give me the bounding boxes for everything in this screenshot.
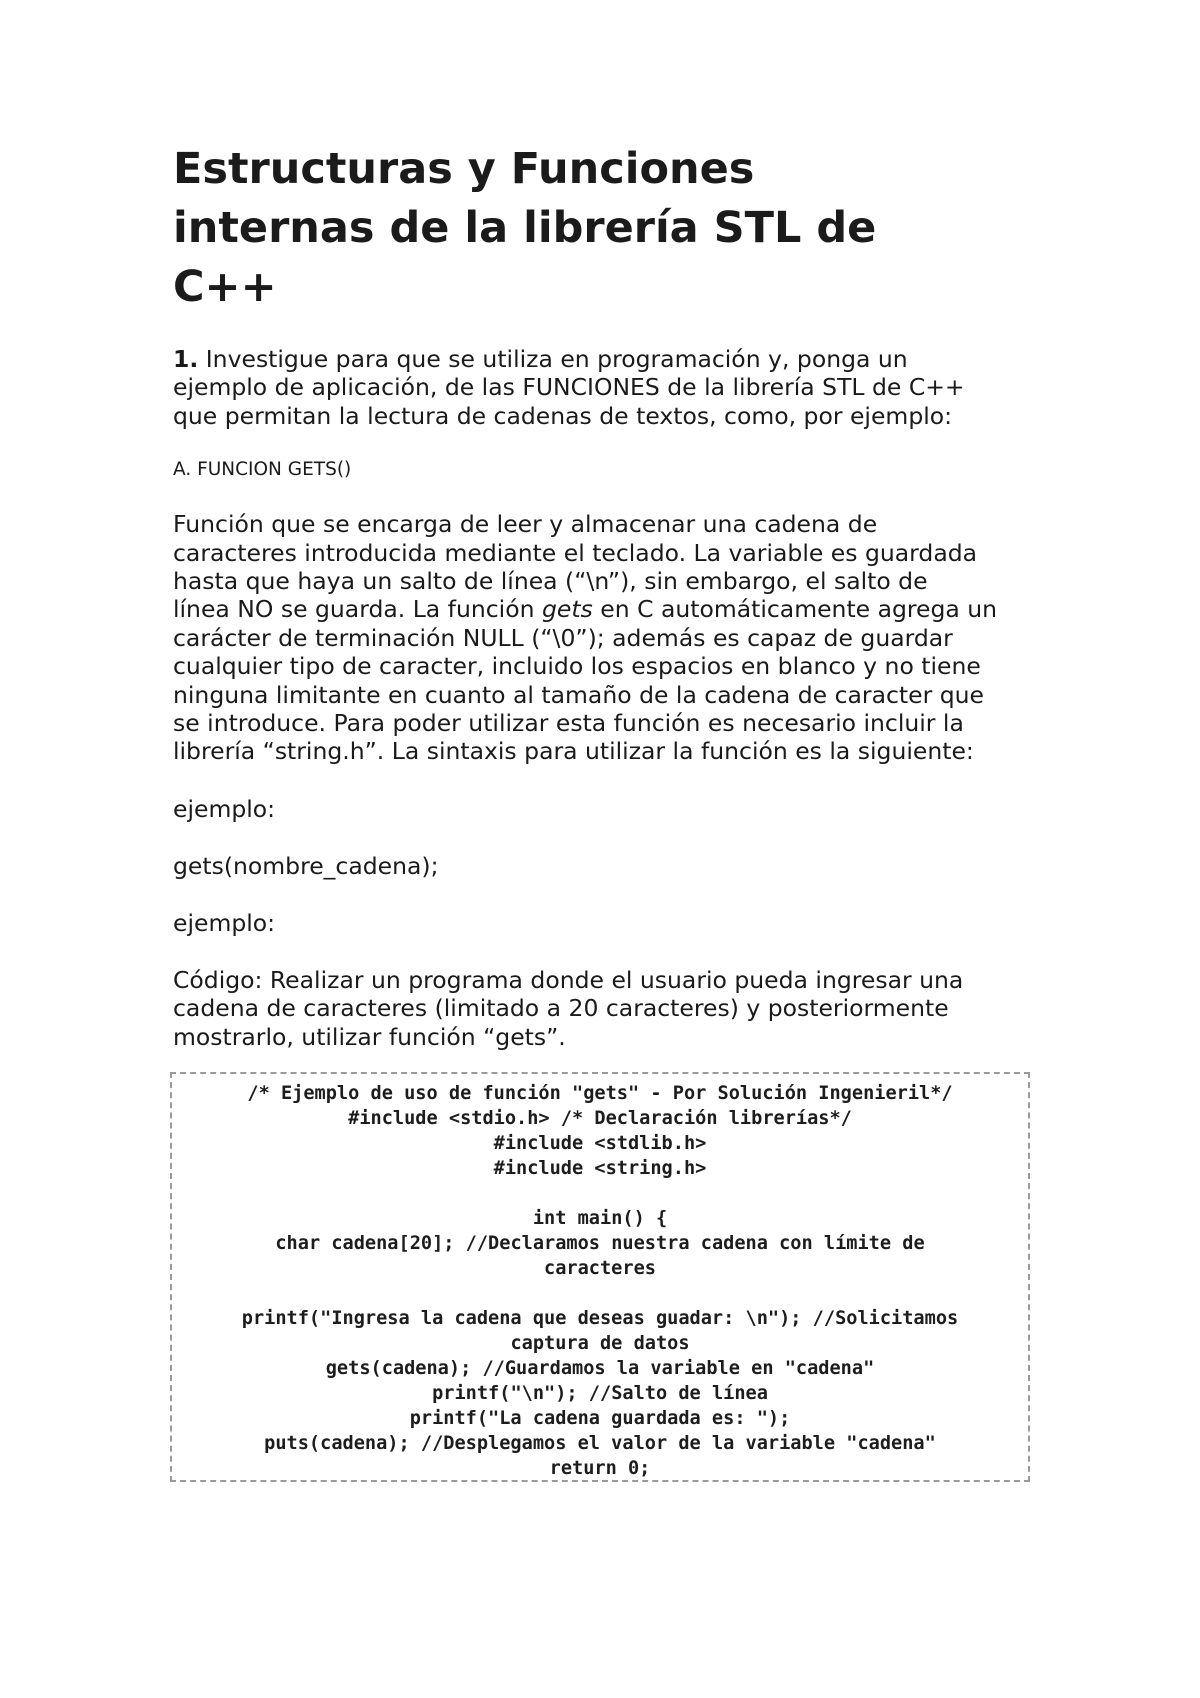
document-title xyxy=(173,140,1043,317)
function-name-italic: gets xyxy=(541,595,593,624)
document-page xyxy=(173,140,1043,1077)
code-line: printf("Ingresa la cadena que deseas guadar: \n"); //Solicitamos xyxy=(241,1308,959,1329)
code-line: caracteres xyxy=(544,1258,656,1279)
description-line: cualquier tipo de caracter, incluido los espacios en blanco y no tiene xyxy=(173,652,981,681)
title-line: Estructuras y Funciones xyxy=(173,144,755,194)
code-line: printf("\n"); //Salto de línea xyxy=(432,1383,768,1404)
code-line: return 0; xyxy=(549,1458,651,1479)
code-line: gets(cadena); //Guardamos la variable en "cadena" xyxy=(325,1358,875,1379)
description-paragraph xyxy=(173,510,1043,766)
description-line: librería “string.h”. La sintaxis para utilizar la función es la siguiente: xyxy=(173,737,974,766)
code-line: printf("La cadena guardada es: "); xyxy=(409,1408,791,1429)
code-line: #include <string.h> xyxy=(493,1158,707,1179)
question-line: ejemplo de aplicación, de las FUNCIONES de la librería STL de C++ xyxy=(173,373,965,402)
question-paragraph xyxy=(173,345,1043,430)
description-line: ninguna limitante en cuanto al tamaño de la cadena de caracter que xyxy=(173,680,984,709)
description-line: caracteres introducida mediante el teclado. La variable es guardada xyxy=(173,538,978,567)
codigo-line: cadena de caracteres (limitado a 20 caracteres) y posteriormente xyxy=(173,994,949,1023)
description-text: en C automáticamente agrega un xyxy=(592,595,998,624)
code-line: #include <stdio.h> /* Declaración librerías*/ xyxy=(348,1108,852,1129)
code-line: captura de datos xyxy=(510,1333,690,1354)
description-text: línea NO se guarda. La función xyxy=(173,595,542,624)
codigo-line: Código: Realizar un programa donde el usuario pueda ingresar una xyxy=(173,965,964,994)
code-line: char cadena[20]; //Declaramos nuestra cadena con límite de xyxy=(275,1233,925,1254)
description-line: hasta que haya un salto de línea (“\n”), sin embargo, el salto de xyxy=(173,567,928,596)
question-number: 1. xyxy=(173,345,199,373)
codigo-paragraph xyxy=(173,966,1043,1051)
description-line: Función que se encarga de leer y almacenar una cadena de xyxy=(173,510,878,539)
title-line: internas de la librería STL de xyxy=(173,203,877,253)
syntax-line: gets(nombre_cadena); xyxy=(173,851,439,880)
section-heading: A. FUNCION GETS() xyxy=(173,459,352,481)
example-label: ejemplo: xyxy=(173,908,276,937)
code-line: puts(cadena); //Desplegamos el valor de la variable "cadena" xyxy=(264,1433,936,1454)
description-line: se introduce. Para poder utilizar esta función es necesario incluir la xyxy=(173,709,964,738)
code-line: #include <stdlib.h> xyxy=(493,1133,707,1154)
question-line xyxy=(173,345,1043,373)
code-block xyxy=(170,1072,1030,1482)
codigo-line: mostrarlo, utilizar función “gets”. xyxy=(173,1022,566,1051)
title-line: C++ xyxy=(173,262,277,312)
code-line: /* Ejemplo de uso de función "gets" - Por Solución Ingenieril*/ xyxy=(247,1083,953,1104)
code-blank-line xyxy=(172,1181,1028,1206)
question-text: Investigue para que se utiliza en programación y, ponga un xyxy=(198,345,908,373)
description-line: carácter de terminación NULL (“\0”); además es capaz de guardar xyxy=(173,623,953,652)
code-blank-line xyxy=(172,1281,1028,1306)
description-line xyxy=(173,595,1043,623)
question-line: que permitan la lectura de cadenas de textos, como, por ejemplo: xyxy=(173,401,953,430)
example-label: ejemplo: xyxy=(173,794,276,823)
code-line: int main() { xyxy=(532,1208,668,1229)
